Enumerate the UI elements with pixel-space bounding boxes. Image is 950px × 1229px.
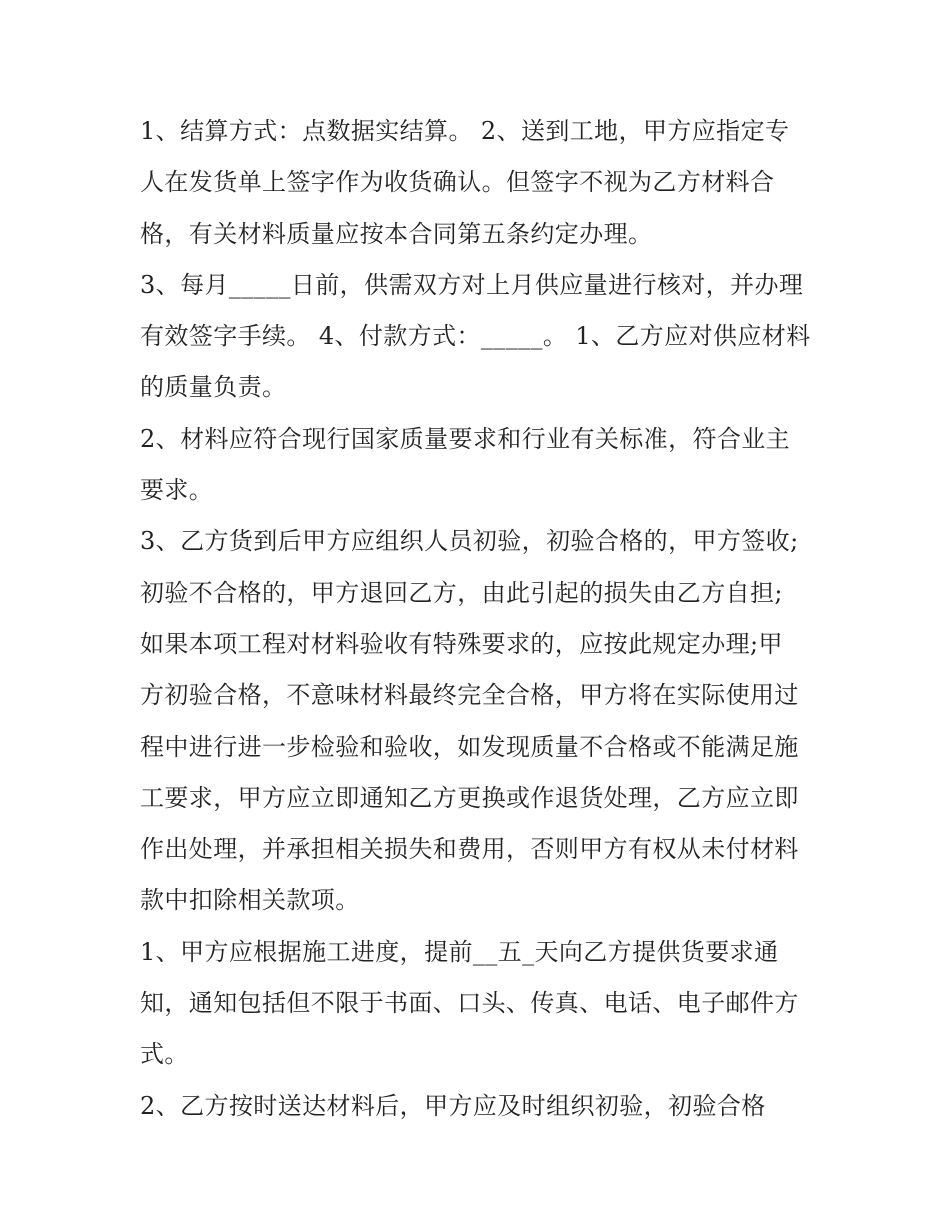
text-line: 有效签字手续。 4、付款方式：_____。 1、乙方应对供应材料 xyxy=(140,322,811,351)
text-line: 的质量负责。 xyxy=(140,373,287,402)
text-line: 程中进行进一步检验和验收，如发现质量不合格或不能满足施 xyxy=(140,732,799,761)
text-line: 人在发货单上签字作为收货确认。但签字不视为乙方材料合 xyxy=(140,168,775,197)
text-line: 3、每月_____日前，供需双方对上月供应量进行核对，并办理 xyxy=(140,270,804,299)
text-line: 作出处理，并承担相关损失和费用，否则甲方有权从未付材料 xyxy=(140,835,799,864)
text-line: 工要求，甲方应立即通知乙方更换或作退货处理，乙方应立即 xyxy=(140,783,799,812)
text-line: 方初验合格，不意味材料最终完全合格，甲方将在实际使用过 xyxy=(140,681,799,710)
text-line: 1、结算方式：点数据实结算。 2、送到工地，甲方应指定专 xyxy=(140,117,790,145)
text-line: 2、材料应符合现行国家质量要求和行业有关标准，符合业主 xyxy=(140,424,791,453)
document-body xyxy=(140,106,820,1132)
text-line: 1、甲方应根据施工进度，提前__五_天向乙方提供货要求通 xyxy=(140,937,779,966)
text-line: 要求。 xyxy=(140,476,214,505)
text-line: 式。 xyxy=(140,1040,189,1069)
text-line: 如果本项工程对材料验收有特殊要求的，应按此规定办理;甲 xyxy=(140,629,783,658)
text-line: 格，有关材料质量应按本合同第五条约定办理。 xyxy=(140,219,653,248)
text-line: 初验不合格的，甲方退回乙方，由此引起的损失由乙方自担; xyxy=(140,578,783,607)
text-line: 知，通知包括但不限于书面、口头、传真、电话、电子邮件方 xyxy=(140,989,799,1018)
text-line: 3、乙方货到后甲方应组织人员初验，初验合格的，甲方签收; xyxy=(140,527,799,556)
text-line: 款中扣除相关款项。 xyxy=(140,886,360,915)
text-line: 2、乙方按时送达材料后，甲方应及时组织初验，初验合格 xyxy=(140,1091,766,1120)
